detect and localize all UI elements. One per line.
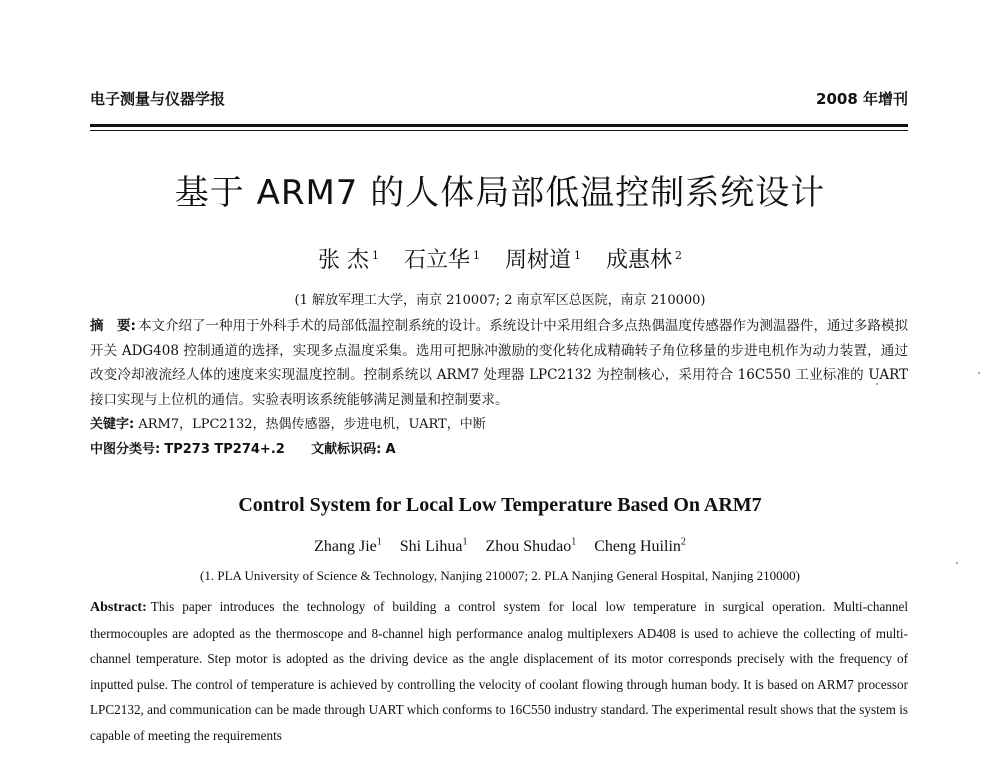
author-cn-3 xyxy=(505,248,581,273)
author-name: Zhou Shudao xyxy=(485,538,572,556)
author-affiliation-mark: 1 xyxy=(376,537,382,548)
author-en-2 xyxy=(400,538,468,555)
author-affiliation-mark: 1 xyxy=(574,248,581,262)
keywords-cn-text: ARM7，LPC2132，热偶传感器，步进电机，UART，中断 xyxy=(138,417,486,432)
journal-name: 电子测量与仪器学报 xyxy=(90,90,226,108)
authors-chinese xyxy=(0,243,1000,274)
classification-chinese xyxy=(90,438,908,457)
abstract-cn-label: 摘 要: xyxy=(90,318,136,334)
author-en-1 xyxy=(314,538,382,555)
author-cn-1 xyxy=(318,248,379,273)
keywords-chinese xyxy=(90,413,908,432)
author-name: Shi Lihua xyxy=(399,538,463,556)
author-name: 石立华 xyxy=(403,248,470,273)
running-head xyxy=(90,88,908,112)
author-name: 成惠林 xyxy=(606,248,673,273)
affiliation-chinese: (1 解放军理工大学，南京 210007; 2 南京军区总医院，南京 210000) xyxy=(294,293,706,308)
title-english: Control System for Local Low Temperature Based On ARM7 xyxy=(238,494,762,516)
header-rule-thin xyxy=(90,130,908,131)
author-en-3 xyxy=(485,538,576,555)
author-name: Cheng Huilin xyxy=(594,538,681,556)
author-cn-2 xyxy=(404,248,480,273)
authors-english xyxy=(0,537,1000,556)
abstract-english xyxy=(90,594,908,748)
author-cn-4 xyxy=(606,248,682,273)
author-en-4 xyxy=(594,538,686,555)
scan-speck xyxy=(978,372,980,374)
clc-value: TP273 TP274+.2 xyxy=(164,442,285,457)
author-affiliation-mark: 1 xyxy=(571,537,577,548)
abstract-chinese xyxy=(90,314,908,412)
author-affiliation-mark: 1 xyxy=(371,248,379,262)
issue-label: 2008 年增刊 xyxy=(816,90,908,108)
clc-label: 中图分类号: xyxy=(90,442,161,457)
abstract-en-label: Abstract: xyxy=(90,600,147,615)
keywords-cn-label: 关键字: xyxy=(90,417,135,432)
scan-speck xyxy=(876,383,878,385)
scan-speck xyxy=(956,562,958,564)
abstract-cn-text: 本文介绍了一种用于外科手术的局部低温控制系统的设计。系统设计中采用组合多点热偶温度传感器作为测温器件，通过多路模拟开关 ADG408 控制通道的选择，实现多点温度采集。选用可把脉冲激励的变化转化成精确转子角位移量的步进电机作为动力装置，通过改变冷却液流经人体的速度来实现温度控制。控制系统以 ARM7 处理器 LPC2132 为控制核心，采用符合 16C550 工业标准的 UART 接口实现与上位机的通信。实验表明该系统能够满足测量和控制要求。 xyxy=(90,318,908,408)
author-affiliation-mark: 2 xyxy=(675,248,683,262)
affiliation-english: (1. PLA University of Science & Technology, Nanjing 210007; 2. PLA Nanjing General Hospital, Nanjing 210000) xyxy=(200,568,800,583)
author-affiliation-mark: 2 xyxy=(680,537,686,548)
header-rule-thick xyxy=(90,124,908,127)
author-affiliation-mark: 1 xyxy=(472,248,480,262)
doc-code-label: 文献标识码: xyxy=(311,442,382,457)
doc-code-value: A xyxy=(385,442,396,457)
author-name: Zhang Jie xyxy=(314,538,377,556)
abstract-en-text: This paper introduces the technology of building a control system for local low temperature in surgical operation. Multi-channel thermocouples are adopted as the thermoscope and 8-channel high performance analog multiplexers AD408 is used to achieve the collecting of multi-channel temperature. Step motor is adopted as the driving device as the angle displacement of its motor corresponds precisely with the frequency of inputted pulse. The control of temperature is achieved by controlling the velocity of coolant flowing through human body. It is based on ARM7 processor LPC2132, and communication can be made through UART which conforms to 16C550 industry standard. The experimental result shows that the system is capable of meeting the requirements xyxy=(90,599,908,743)
author-name: 周树道 xyxy=(504,248,571,273)
author-affiliation-mark: 1 xyxy=(462,537,468,548)
author-name: 张 杰 xyxy=(317,248,369,273)
title-chinese: 基于 ARM7 的人体局部低温控制系统设计 xyxy=(174,173,826,213)
